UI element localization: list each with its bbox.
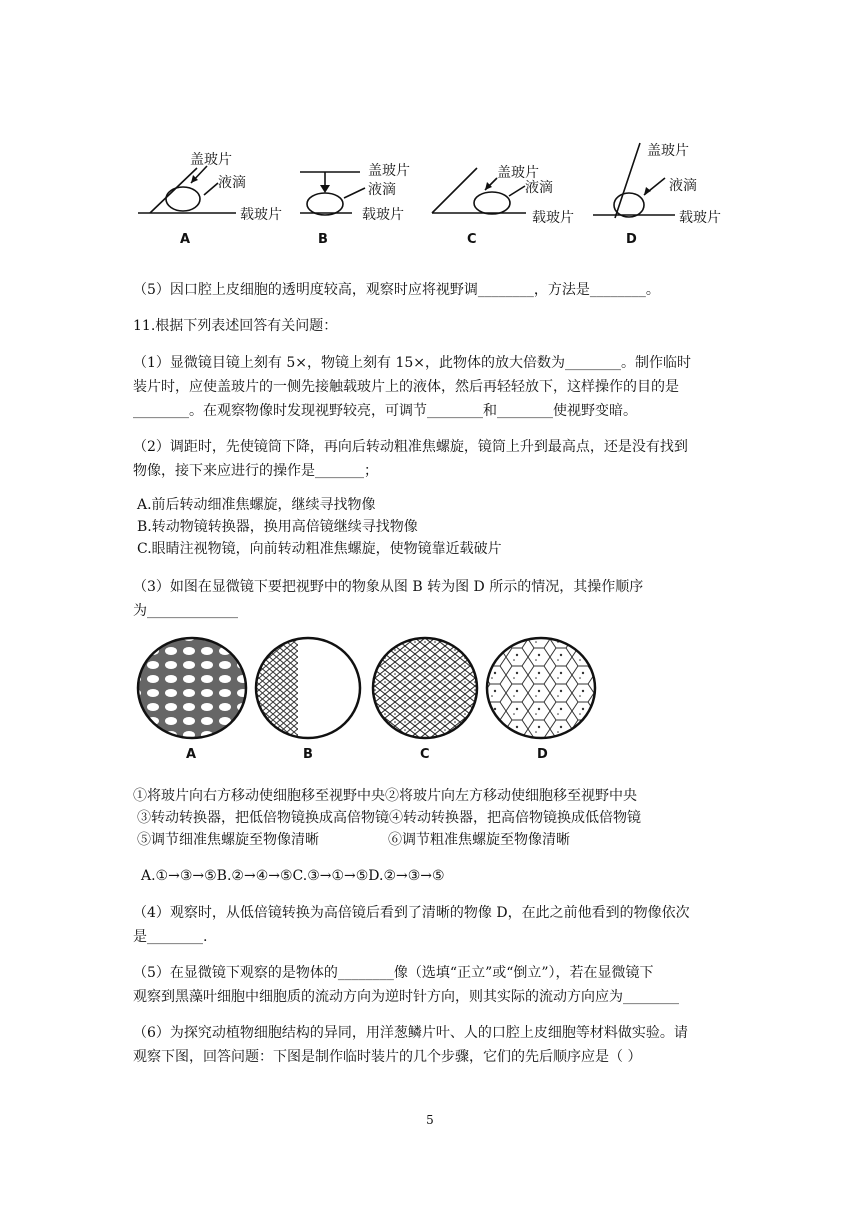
cell-views-figure (0, 630, 860, 770)
diagram-letter-a: A (180, 232, 191, 247)
label-drop-c: 液滴 (525, 180, 553, 196)
cell-view-d (487, 638, 595, 738)
question-11-4-line1: （4）观察时，从低倍镜转换为高倍镜后看到了清晰的物像 D，在此之前他看到的物像依次 (133, 905, 690, 921)
question-11-2-line2: 物像，接下来应进行的操作是_______； (133, 463, 378, 479)
diagram-letter-c: C (467, 232, 477, 247)
question-11-5-line1: （5）在显微镜下观察的是物体的________像（选填“正立”或“倒立”），若在显微镜下 (133, 965, 654, 981)
cover-slip-diagram (0, 0, 860, 260)
cell-letter-d: D (537, 747, 548, 762)
cell-letter-c: C (420, 747, 430, 762)
drop-a (166, 187, 200, 211)
label-slide-c: 载玻片 (532, 210, 574, 226)
label-cover-a: 盖玻片 (190, 152, 232, 168)
cell-view-a (138, 638, 246, 738)
cover-slip-c (432, 168, 477, 213)
cover-slip-d (615, 143, 640, 218)
steps-line2: ③转动转换器，把低倍物镜换成高倍物镜④转动转换器，把高倍物镜换成低倍物镜 (137, 810, 641, 826)
drop-c (474, 192, 510, 214)
option-a: A.前后转动细准焦螺旋，继续寻找物像 (137, 497, 376, 513)
diagram-letter-d: D (626, 232, 637, 247)
label-drop-b: 液滴 (368, 182, 396, 198)
steps-line1: ①将玻片向右方移动使细胞移至视野中央②将玻片向左方移动使细胞移至视野中央 (133, 788, 637, 804)
cell-letter-b: B (303, 747, 313, 762)
label-drop-a: 液滴 (218, 175, 246, 191)
diagram-letter-b: B (318, 232, 328, 247)
answer-options: A.①→③→⑤B.②→④→⑤C.③→①→⑤D.②→③→⑤ (141, 868, 445, 884)
question-11-2-line1: （2）调距时，先使镜筒下降，再向后转动粗准焦螺旋，镜筒上升到最高点，还是没有找到 (133, 439, 688, 455)
label-slide-b: 载玻片 (362, 207, 404, 223)
option-b: B.转动物镜转换器，换用高倍镜继续寻找物像 (137, 519, 418, 535)
label-cover-d: 盖玻片 (647, 143, 689, 159)
question-11-6-line2: 观察下图，回答问题：下图是制作临时装片的几个步骤，它们的先后顺序应是（ ） (133, 1049, 642, 1065)
question-11-6-line1: （6）为探究动植物细胞结构的异同，用洋葱鳞片叶、人的口腔上皮细胞等材料做实验。请 (133, 1025, 688, 1041)
question-11-4-line2: 是________. (133, 929, 208, 945)
drop-b (307, 193, 343, 215)
label-slide-a: 载玻片 (240, 207, 282, 223)
cell-view-c (373, 638, 477, 738)
question-10-5: （5）因口腔上皮细胞的透明度较高，观察时应将视野调________，方法是________。 (133, 282, 660, 298)
question-11-1-line1: （1）显微镜目镜上刻有 5×，物镜上刻有 15×，此物体的放大倍数为________。制作临时 (133, 355, 691, 371)
cell-view-b (256, 638, 360, 738)
question-11-3-line2: 为_____________ (133, 603, 238, 619)
cover-slip-a (150, 168, 197, 213)
label-cover-c: 盖玻片 (497, 165, 539, 181)
question-11-title: 11.根据下列表述回答有关问题： (133, 318, 338, 334)
question-11-1-line2: 装片时，应使盖玻片的一侧先接触载玻片上的液体，然后再轻轻放下，这样操作的目的是 (133, 379, 679, 395)
steps-line3a: ⑤调节细准焦螺旋至物像清晰 (137, 832, 319, 848)
steps-line3b: ⑥调节粗准焦螺旋至物像清晰 (388, 832, 570, 848)
page-number: 5 (426, 1113, 434, 1127)
label-drop-d: 液滴 (669, 178, 697, 194)
option-c: C.眼睛注视物镜，向前转动粗准焦螺旋，使物镜靠近载破片 (137, 541, 502, 557)
question-11-3-line1: （3）如图在显微镜下要把视野中的物象从图 B 转为图 D 所示的情况，其操作顺序 (133, 579, 644, 595)
cell-letter-a: A (186, 747, 197, 762)
label-slide-d: 载玻片 (679, 210, 721, 226)
question-11-1-line3: ________。在观察物像时发现视野较亮，可调节________和________使视野变暗。 (133, 403, 637, 419)
question-11-5-line2: 观察到黑藻叶细胞中细胞质的流动方向为逆时针方向，则其实际的流动方向应为________ (133, 989, 679, 1005)
label-cover-b: 盖玻片 (368, 163, 410, 179)
